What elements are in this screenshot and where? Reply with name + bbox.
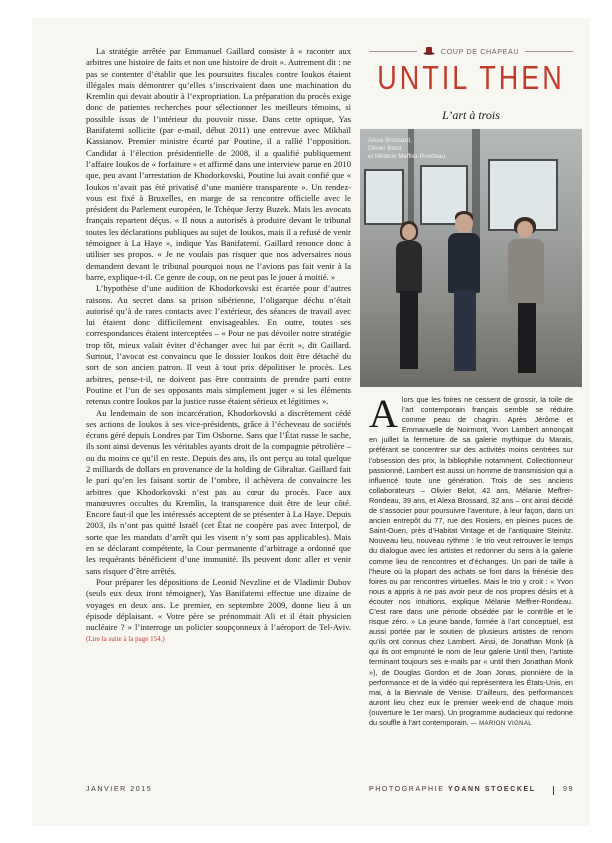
paragraph: L’hypothèse d’une audition de Khodorkovski est écartée pour d’autres raisons. Au secret dans sa prison sibérienne, l’oligarque déchu n’était autorisé qu’à de rares contacts avec l’extérieur, des séances de travail avec lui étaient donc difficilement envisageables. En outre, toutes ses correspondances étaient interceptées – « Pour ne pas dévoiler notre stratégie trop tôt, mieux valait éviter d’échanger avec lui par écrit », dit Gaillard. Surtout, l’avocat est convaincu que le dossier Ioukos doit être détaché du sort de son ancien patron. Il veut à tout prix dépolitiser le procès. Les arbitres, pense-t-il, ne doivent pas être contraints de prendre parti entre Poutine et l’un de ses opposants mais simplement juger « si les éléments retenus contre Ioukos par la justice russe étaient sérieux et légitimes ». <box>86 283 351 407</box>
rubric-label: COUP DE CHAPEAU <box>440 47 520 56</box>
paragraph: Au lendemain de son incarcération, Khodorkovski a discrètement cédé ses actions de Ioukos à ses vice-présidents, grâce à l’écheveau de sociétés écrans géré depuis Londres par Tim Osborne. Sans que l’État russe le sache, ils sont ainsi devenus les véritables ayants droit de la compagnie pétrolière – ou du moins ce qu’il en reste. Depuis des ans, ils ont perçu au total quelque 2 milliards de dollars en provenance de la holding de Gibraltar. Gaillard fait le pari qu’en les faisant sortir de l’ombre, il achèvera de convaincre les arbitres que Khodorkovski n’est pas au cœur du procès. Face aux manœuvres occultes du Kremlin, la transparence doit être de leur côté. Encore faut-il que les intéressés acceptent de se présenter à La Haye. Depuis 2003, ils n’ont pas quitté Israël (cet État ne coopère pas avec Interpol, de sorte que les mandats d’arrêt qui les visent n’y sont pas applicables). Mais en se déclarant compétente, la Cour permanente d’arbitrage a ordonné que les requérants bénéficient d’une immunité. Ils peuvent donc aller et venir sans risquer d’être arrêtés. <box>86 407 351 576</box>
caption-line: Alexa Brossard, <box>368 137 412 144</box>
sidebar-feature <box>369 46 573 729</box>
drop-cap: A <box>369 391 398 436</box>
rubric-rule-right <box>525 51 573 52</box>
paragraph-text: Pour préparer les dépositions de Leonid Nevzline et de Vladimir Dubov (seuls eux deux iront témoigner), Yas Banifatemi effectue une dizaine de voyages en deux ans. Le premier, en septembre 2009, donne lieu à un épisode déplaisant. « Votre père se prénommait Ali et il était physicien nucléaire ? » l’interroge un policier soupçonneux à l’aéroport de Tel-Aviv. <box>86 576 351 633</box>
issue-date: JANVIER 2015 <box>86 786 153 793</box>
feature-body <box>369 391 573 729</box>
caption-line: et Mélanie Meffrer-Rondeau. <box>368 153 447 160</box>
gallerists-photo <box>360 129 582 387</box>
headline: UNTIL THEN <box>377 59 565 97</box>
left-column-article <box>86 46 351 646</box>
factory-window <box>364 169 404 225</box>
pillar <box>472 129 480 249</box>
paragraph <box>86 577 351 646</box>
continued-note: (Lire la suite à la page 154.) <box>86 635 165 644</box>
hat-icon <box>423 46 435 57</box>
paragraph: La stratégie arrêtée par Emmanuel Gaillard consiste à « raconter aux arbitres une histoire de faits et non une histoire de droit ». Autrement dit : ne pas se contenter d’établir que les poursuites fiscales contre Ioukos étaient illégales mais démontrer qu’elles s’inscrivaient dans une machination du Kremlin qui devait aboutir à l’expropriation. La préparation du procès exige donc de patientes recherches pour sélectionner les meilleurs témoins, si possible issus de l’intérieur du pouvoir russe. Dans cette optique, Yas Banifatemi sollicite (par e-mail, début 2011) une entrevue avec Mikhaïl Kassianov. Premier ministre écarté par Poutine, il a rallié l’opposition. Candidat à l’élection présidentielle de 2008, il a qualifié publiquement l’affaire Ioukos de « forfaiture » et affirmé dans une interview parue en 2010 que, peu avant l’arrestation de Khodorkovski, Poutine lui avait confié que « Ioukos n’avait pas été privatisé d’une manière transparente ». Un rendez-vous est fixé à Bruxelles, en marge de sa rencontre officielle avec le président du Parlement européen, le Tchèque Jerzy Buzek. Mais les avocats français repartent déçus. « Il nous a autorisés à produire devant le tribunal toutes les déclarations publiques au sujet de Ioukos, mais il a refusé de venir témoigner à La Haye », indique Yas Banifatemi. Gaillard renonce donc à utiliser ses propos. « Je ne voulais pas risquer que nos adversaires nous demandent devant le tribunal pourquoi nous ne l’avions pas fait venir à la barre, explique-t-il. Ce genre de coup, on ne peut pas le jouer à moitié. » <box>86 46 351 282</box>
subtitle: L’art à trois <box>442 108 500 122</box>
credit-label: PHOTOGRAPHIE <box>369 786 445 793</box>
rubric-header <box>369 46 573 57</box>
page-footer <box>86 786 574 800</box>
credit-name: YOANN STOECKEL <box>448 786 536 793</box>
feature-text: lors que les foires ne cessent de grossir, la toile de l’art contemporain français semble se réduire comme peau de chagrin. Après Jérôme et Emmanuelle de Noirmont, Yvon Lambert annonçait en juillet la fermeture de sa galerie mythique du Marais, préférant se concentrer sur des activités moins centrées sur l’obsession des prix, la bibliophilie notamment. Collectionneur passionné, Lambert est aussi un homme de transmission qui a influencé toute une génération. Trois de ses anciens collaborateurs – Olivier Belot, 42 ans, Mélanie Meffrer-Rondeau, 39 ans, et Alexa Brossard, 32 ans – ont ainsi décidé de s’associer pour poursuivre l’aventure, à leur façon, dans un ancien entrepôt du 77, rue des Rosiers, en pleines puces de Saint-Ouen, près d’Habitat Vintage et de l’antiquaire Steinitz. Nouveau lieu, nouveau rythme : le trio veut retrouver le temps du dialogue avec les artistes et redonner du sens à la galerie comme lieu de rencontres et d’échanges. Un pari de taille à l’heure où la plupart des achats se font dans la frénésie des foires ou par rencontres virtuelles. Mais le trio y croit : « Yvon nous a appris à ne pas avoir peur de nos propres désirs et à écouter nos intuitions, explique Mélanie Meffrer-Rondeau. C’est rare dans une période obsédée par le contrôle et le risque zéro. » La jeune bande, formée à l’art conceptuel, est aussi portée par le soutien de plusieurs artistes de renom qu’ils ont connus chez Lambert. Ainsi, de Jonathan Monk (à qui ils ont emprunté le nom de leur galerie Until then, l’artiste terminant toujours ses e-mails par « until then Jonathan Monk »), de Douglas Gordon et de Joan Jonas, pionnière de la performance et de la vidéo qui représentera les États-Unis, en mai, à la Biennale de Venise. D’ailleurs, des performances auront lieu chez eux le premier week-end de chaque mois (ouverture le 1er mars). Un programme audacieux qui redonne du souffle à l’art contemporain. <box>369 395 573 727</box>
page-number: 99 <box>563 786 574 793</box>
photo-caption <box>368 137 447 161</box>
byline: — MARION VIGNAL <box>470 721 533 727</box>
rubric-rule-left <box>369 51 417 52</box>
caption-line: Olivier Belot <box>368 145 402 152</box>
photo-credit <box>369 786 536 793</box>
magazine-page <box>32 18 590 826</box>
